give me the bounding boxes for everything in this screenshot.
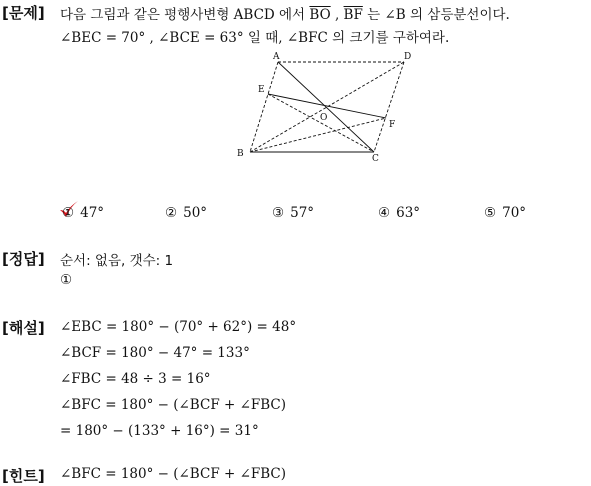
choice-4-number: ④ <box>378 205 391 221</box>
problem-text-mid: , <box>330 7 344 23</box>
choice-5[interactable] <box>484 205 526 221</box>
solution-line-4: ∠BFC = 180° − (∠BCF + ∠FBC) <box>60 397 287 413</box>
label-f: F <box>389 120 396 130</box>
label-e: E <box>258 85 265 95</box>
choice-3-text: 57° <box>290 205 315 221</box>
solution-line-5: = 180° − (133° + 16°) = 31° <box>60 423 259 439</box>
choice-5-number: ⑤ <box>484 205 497 221</box>
segment-bf: $\overline{BF}$ <box>343 7 363 23</box>
label-a: A <box>273 52 280 62</box>
hint-label: [힌트] <box>2 467 45 485</box>
answer-meta: 순서: 없음, 갯수: 1 <box>60 253 174 269</box>
problem-line-2: ∠BEC = 70° , ∠BCE = 63° 일 때, ∠BFC 의 크기를 구하여라. <box>60 30 450 46</box>
choice-2-number: ② <box>165 205 178 221</box>
choice-2-text: 50° <box>183 205 208 221</box>
label-b: B <box>237 149 244 159</box>
segment-bd <box>250 62 404 152</box>
parallelogram-figure <box>232 50 422 168</box>
choice-4-text: 63° <box>396 205 421 221</box>
answer-label: [정답] <box>2 250 45 268</box>
choice-5-text: 70° <box>502 205 527 221</box>
side-dc <box>374 62 404 152</box>
hint-text: ∠BFC = 180° − (∠BCF + ∠FBC) <box>60 466 287 482</box>
choice-4[interactable] <box>378 205 420 221</box>
choice-3[interactable] <box>272 205 314 221</box>
solution-line-2: ∠BCF = 180° − 47° = 133° <box>60 345 250 361</box>
problem-label: [문제] <box>2 4 45 22</box>
solution-line-1: ∠EBC = 180° − (70° + 62°) = 48° <box>60 319 297 335</box>
problem-text-pre: 다음 그림과 같은 평행사변형 ABCD 에서 <box>60 7 310 23</box>
choice-1-text: 47° <box>80 205 105 221</box>
label-d: D <box>404 52 412 62</box>
label-o: O <box>320 113 328 123</box>
choice-1[interactable] <box>62 205 104 221</box>
choice-1-number: ① <box>62 205 75 221</box>
problem-text-post: 는 ∠B 의 삼등분선이다. <box>362 7 510 23</box>
choice-2[interactable] <box>165 205 207 221</box>
solution-label: [해설] <box>2 319 45 337</box>
problem-line-1 <box>60 3 510 23</box>
choice-3-number: ③ <box>272 205 285 221</box>
answer-value: ① <box>60 272 73 288</box>
label-c: C <box>372 154 379 164</box>
solution-line-3: ∠FBC = 48 ÷ 3 = 16° <box>60 371 211 387</box>
segment-bo: $\overline{BO}$ <box>309 7 331 23</box>
